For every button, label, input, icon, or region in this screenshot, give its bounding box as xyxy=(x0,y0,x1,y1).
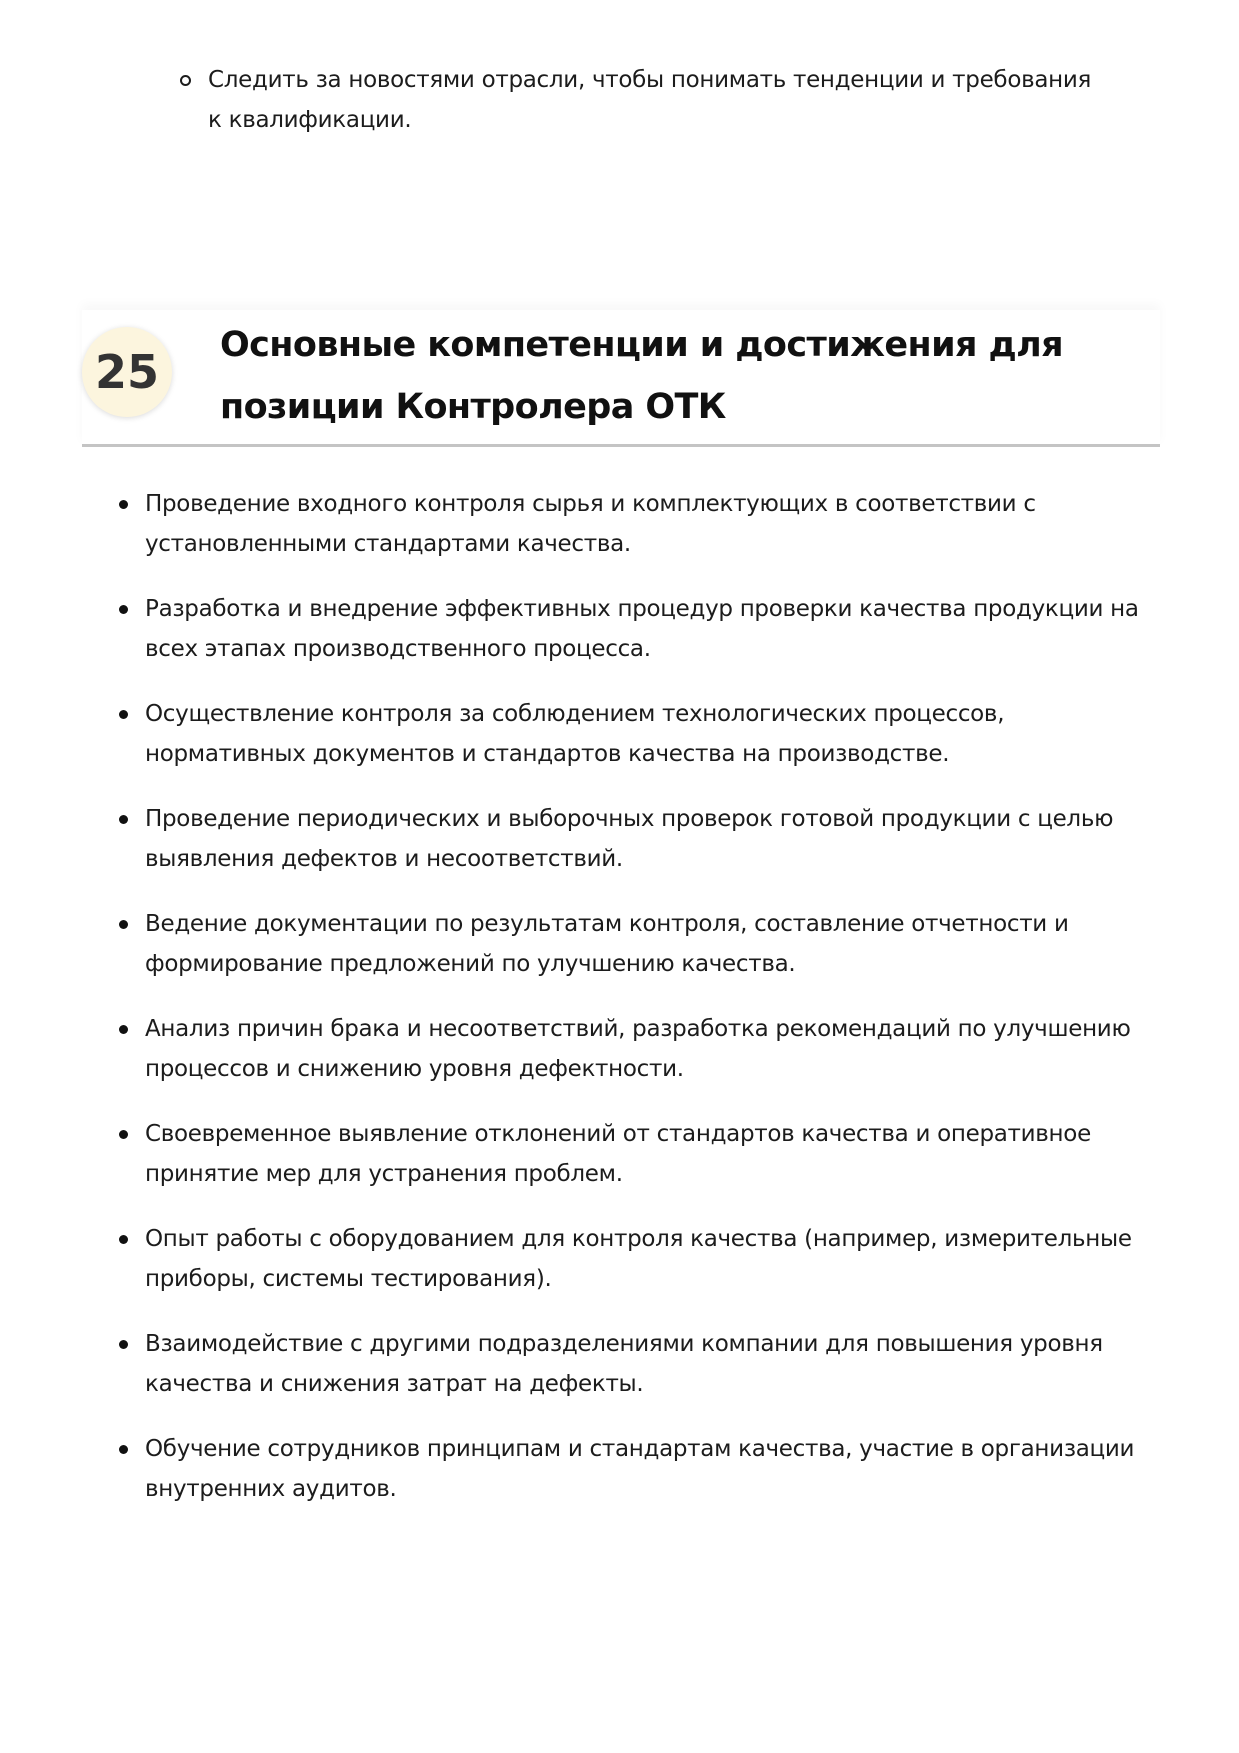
section-number-badge: 25 xyxy=(82,327,172,417)
bullet-icon xyxy=(119,1445,128,1454)
bullet-icon xyxy=(119,815,128,824)
list-item xyxy=(145,799,1165,879)
list-item xyxy=(145,589,1165,669)
list-item-text: Разработка и внедрение эффективных процедур проверки качества продукции на всех этапах производственного процесса. xyxy=(145,596,1139,662)
bullet-icon xyxy=(119,500,128,509)
circle-bullet-icon xyxy=(180,75,191,86)
list-item xyxy=(145,1114,1165,1194)
list-item-text: Своевременное выявление отклонений от стандартов качества и оперативное принятие мер для устранения проблем. xyxy=(145,1121,1091,1187)
list-item xyxy=(145,1219,1165,1299)
sub-bullet-list xyxy=(208,60,1108,140)
list-item xyxy=(145,694,1165,774)
list-item-text: Осуществление контроля за соблюдением технологических процессов, нормативных документов и стандартов качества на производстве. xyxy=(145,701,1005,767)
section-header xyxy=(82,310,1160,447)
list-item-text: Проведение периодических и выборочных проверок готовой продукции с целью выявления дефектов и несоответствий. xyxy=(145,806,1114,872)
list-item-text: Ведение документации по результатам контроля, составление отчетности и формирование предложений по улучшению качества. xyxy=(145,911,1069,977)
list-item xyxy=(145,1009,1165,1089)
list-item-text: Обучение сотрудников принципам и стандартам качества, участие в организации внутренних аудитов. xyxy=(145,1436,1135,1502)
bullet-icon xyxy=(119,1235,128,1244)
section-title: Основные компетенции и достижения для позиции Контролера ОТК xyxy=(220,325,1064,427)
list-item-text: Анализ причин брака и несоответствий, разработка рекомендаций по улучшению процессов и снижению уровня дефектности. xyxy=(145,1016,1131,1082)
bullet-icon xyxy=(119,605,128,614)
competencies-list xyxy=(145,484,1165,1534)
list-item-text: Взаимодействие с другими подразделениями компании для повышения уровня качества и снижения затрат на дефекты. xyxy=(145,1331,1103,1397)
bullet-icon xyxy=(119,1340,128,1349)
list-item-text: Опыт работы с оборудованием для контроля качества (например, измерительные приборы, системы тестирования). xyxy=(145,1226,1132,1292)
bullet-icon xyxy=(119,710,128,719)
list-item xyxy=(145,484,1165,564)
list-item-text: Проведение входного контроля сырья и комплектующих в соответствии с установленными стандартами качества. xyxy=(145,491,1036,557)
bullet-icon xyxy=(119,920,128,929)
list-item xyxy=(208,60,1108,140)
list-item-text: Следить за новостями отрасли, чтобы понимать тенденции и требования к квалификации. xyxy=(208,67,1092,133)
bullet-icon xyxy=(119,1130,128,1139)
bullet-icon xyxy=(119,1025,128,1034)
list-item xyxy=(145,1429,1165,1509)
list-item xyxy=(145,904,1165,984)
list-item xyxy=(145,1324,1165,1404)
